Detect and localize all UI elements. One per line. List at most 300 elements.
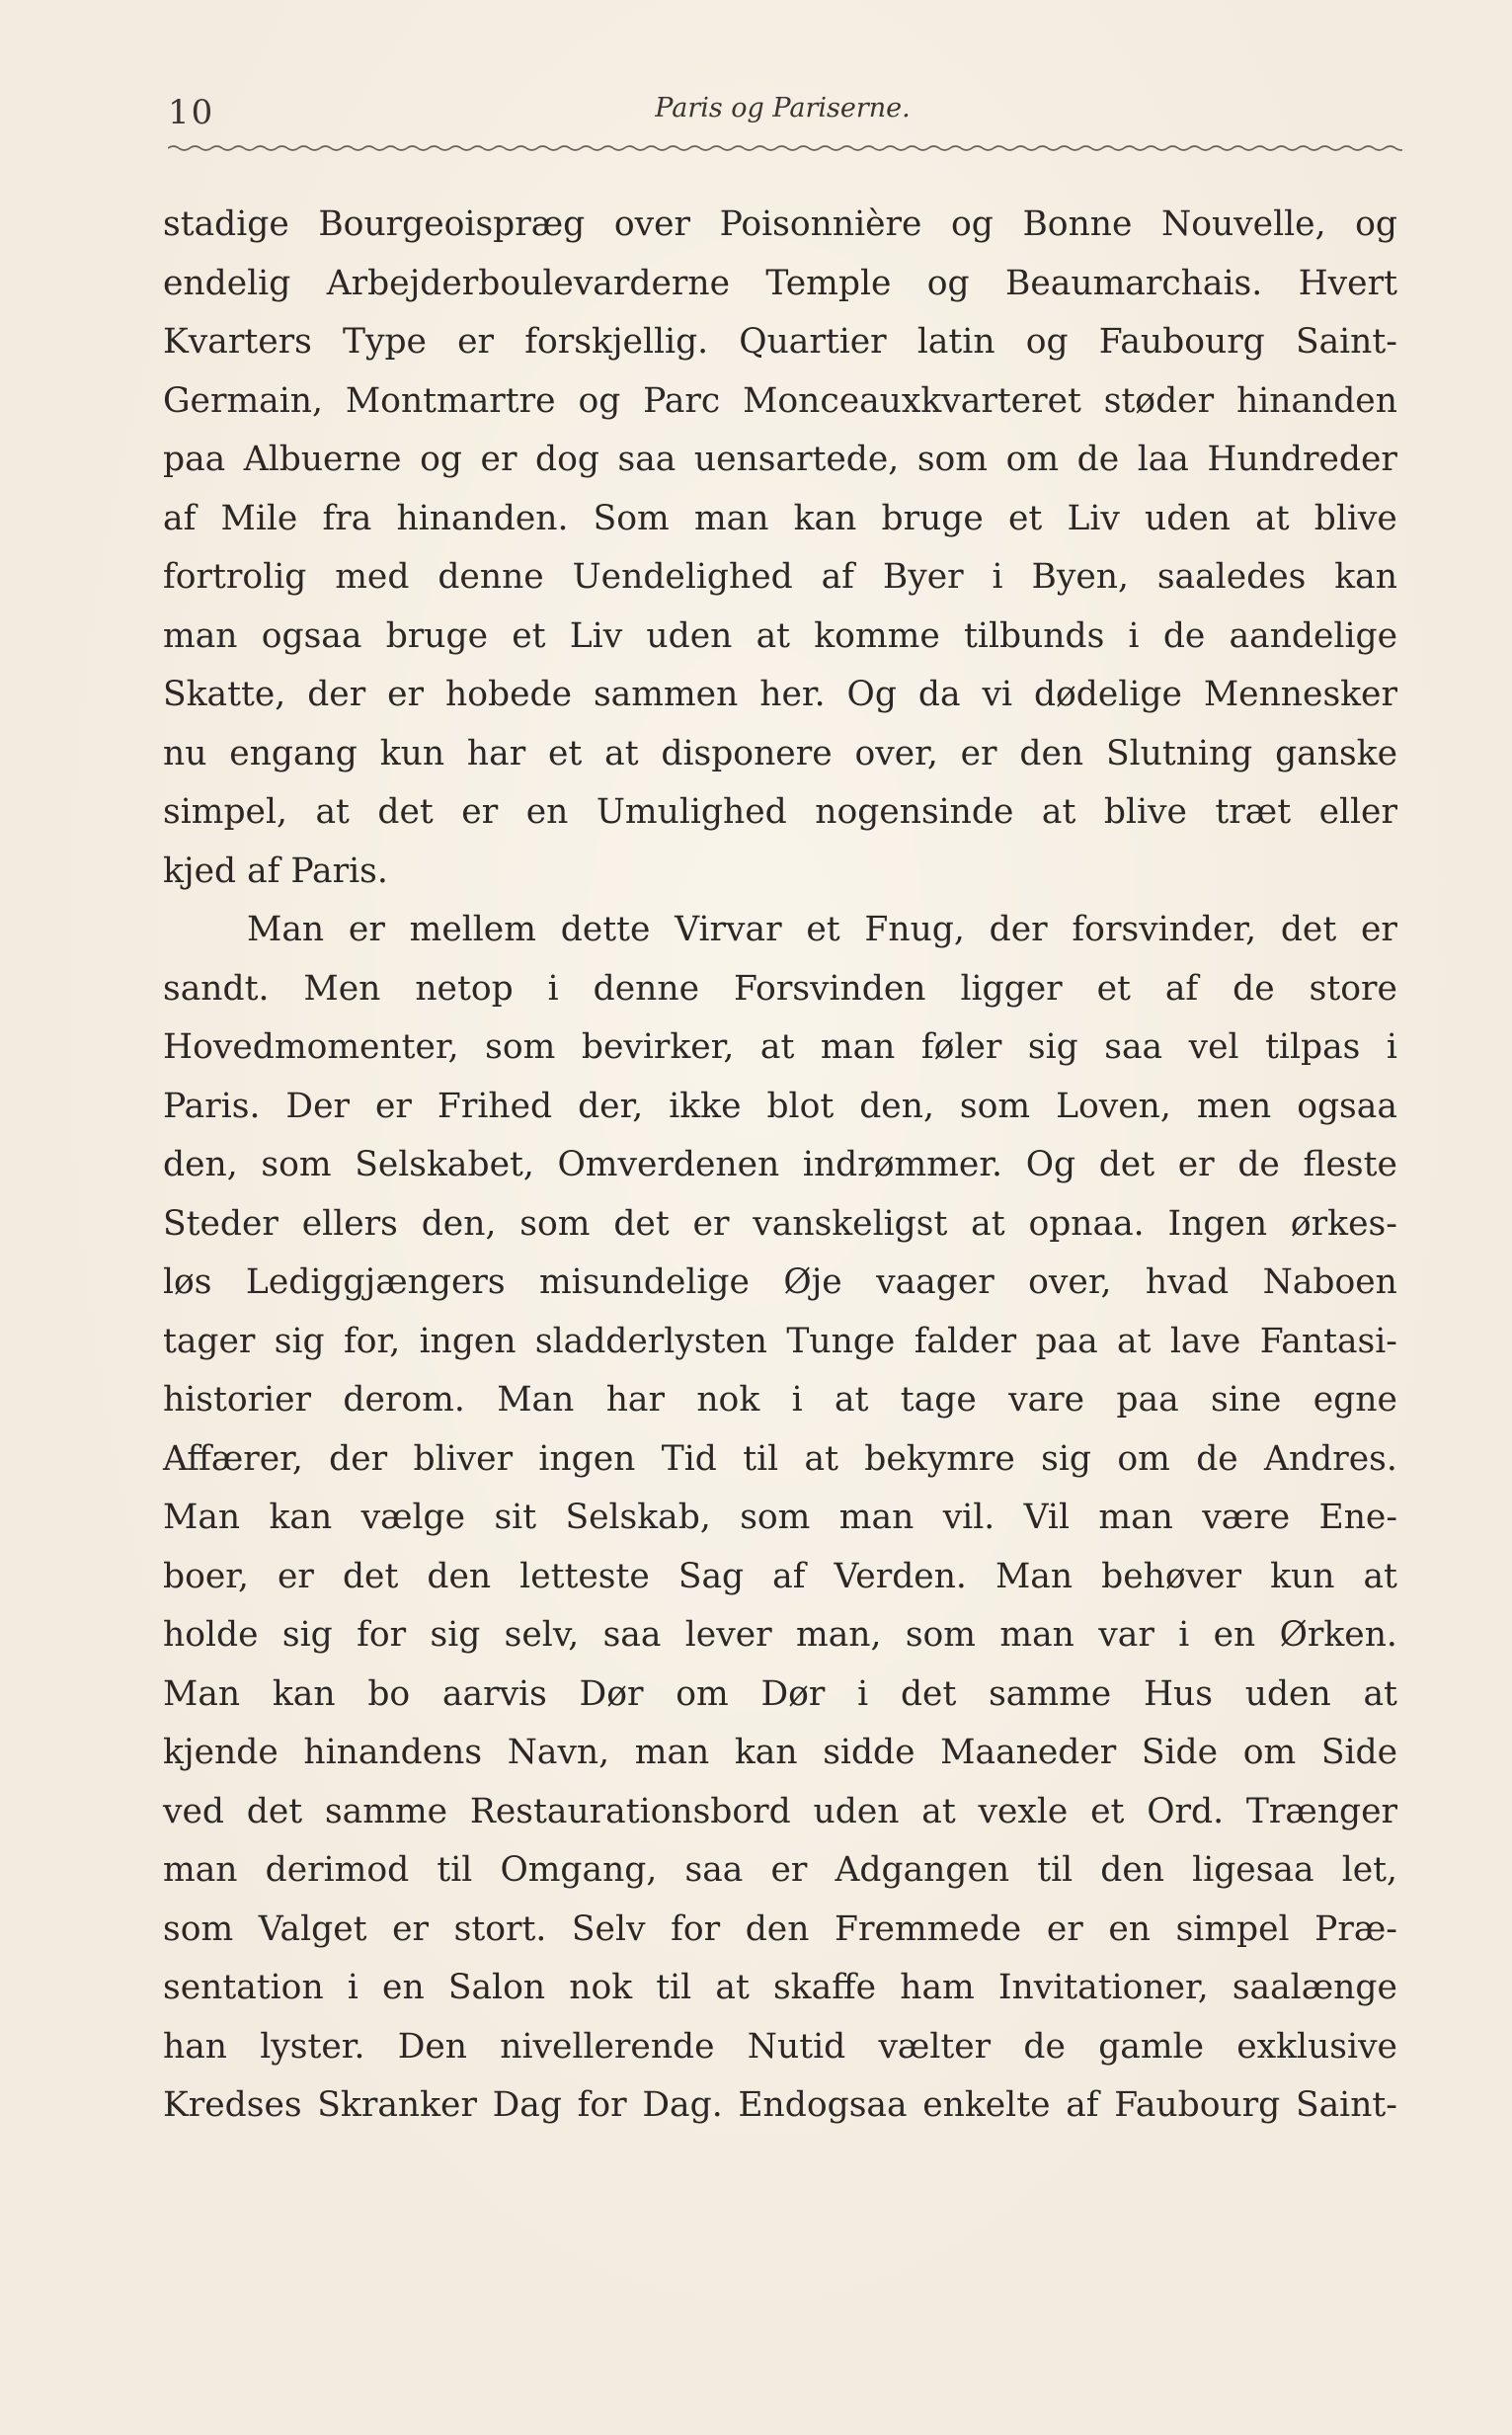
word: Saint- [1295, 322, 1397, 362]
word: den [745, 1908, 810, 1949]
word: kjende [163, 1733, 279, 1772]
word: Frihed [437, 1086, 553, 1126]
text-line [163, 1018, 1397, 1078]
text-line [163, 1841, 1397, 1901]
word: Nutid [747, 2026, 846, 2067]
text-line [163, 1783, 1397, 1842]
text-line [163, 1195, 1397, 1255]
word: i [347, 1968, 358, 2007]
word: at [604, 733, 639, 773]
word: lever [684, 1615, 772, 1655]
word: har [605, 1380, 665, 1420]
word: hinanden. [396, 498, 569, 538]
word: Hvert [1298, 263, 1397, 303]
word: tage [900, 1380, 977, 1420]
word: sandt. [163, 968, 270, 1009]
word: indrømmer. [802, 1145, 1003, 1184]
word: til [656, 1968, 692, 2007]
word: er [1046, 1908, 1083, 1949]
word: holde [163, 1615, 259, 1655]
word: Øje [783, 1262, 842, 1302]
word: denne [438, 557, 544, 597]
text-line: kjed af Paris. [163, 851, 388, 891]
word: sit [494, 1498, 537, 1537]
word: dødelige [1033, 675, 1182, 714]
word: er [278, 1556, 314, 1596]
word: Der [285, 1086, 350, 1126]
word: man, [795, 1615, 882, 1655]
text-line [163, 490, 1397, 549]
word: den [427, 1556, 492, 1596]
word: tager [163, 1321, 256, 1361]
word: saa [617, 440, 676, 479]
word: Fantasi- [1259, 1321, 1397, 1361]
word: Bourgeoispræg [318, 204, 586, 244]
word: et [512, 615, 546, 656]
word: uden [1145, 498, 1231, 538]
word: man [163, 1850, 238, 1890]
word: dog [535, 440, 599, 479]
word: vi [982, 675, 1012, 714]
word: kan [1334, 557, 1397, 597]
word: saa [602, 1615, 662, 1655]
word: som [163, 1908, 234, 1949]
word: tilpas [1265, 1027, 1361, 1067]
word: om [676, 1673, 729, 1714]
word: er [374, 1086, 412, 1126]
word: til [743, 1438, 779, 1479]
word: Germain, [163, 380, 323, 421]
text-line [163, 196, 1397, 255]
word: sig [1041, 1438, 1091, 1479]
word: som [519, 1203, 591, 1244]
word: Liv [569, 615, 623, 656]
word: man [634, 1733, 710, 1772]
word: i [1386, 1027, 1397, 1067]
word: saaledes [1156, 557, 1307, 597]
word: Ord. [1147, 1791, 1225, 1831]
word: er [457, 322, 495, 362]
word: Omgang, [500, 1850, 658, 1890]
word: som [959, 1086, 1031, 1126]
word: han [163, 2026, 228, 2067]
word: det [1098, 1145, 1155, 1184]
word: ganske [1275, 733, 1397, 773]
word: Andres. [1264, 1438, 1397, 1479]
word: Kredses [163, 2085, 302, 2125]
word: løs [163, 1262, 212, 1302]
word: Ørken. [1279, 1615, 1397, 1655]
word: Fremmede [835, 1908, 1022, 1949]
word: er [960, 733, 997, 773]
word: Trænger [1245, 1791, 1397, 1831]
word: Endogsaa [738, 2085, 908, 2125]
word: af [772, 1556, 806, 1596]
word: Dag. [642, 2085, 723, 2125]
page-number: 10 [168, 93, 215, 132]
word: dette [560, 910, 651, 949]
text-line [163, 960, 1397, 1019]
word: Hundreder [1207, 440, 1397, 479]
word: Man [995, 1556, 1074, 1596]
word: er [392, 1908, 430, 1949]
word: de [1237, 1145, 1280, 1184]
word: ligesaa [1192, 1850, 1314, 1890]
word: Selskabet, [355, 1145, 534, 1184]
word: nu [163, 733, 207, 773]
word: bruge [385, 615, 488, 656]
word: kan [269, 1498, 333, 1537]
word: sammen [593, 675, 739, 714]
word: et [548, 733, 583, 773]
word: der [329, 1438, 388, 1479]
word: at [1363, 1673, 1397, 1714]
word: bevirker, [581, 1027, 735, 1067]
word: Forsvinden [734, 968, 926, 1009]
word: Tid [661, 1438, 717, 1479]
word: over, [1028, 1262, 1112, 1302]
word: netop [415, 968, 514, 1009]
word: exklusive [1236, 2026, 1397, 2067]
word: ørkes- [1290, 1203, 1397, 1244]
word: Tunge [786, 1321, 896, 1361]
word: Quartier [739, 322, 887, 362]
word: Liv [1067, 498, 1120, 538]
word: Type [342, 322, 427, 362]
word: at [315, 792, 350, 832]
word: simpel [1175, 1908, 1290, 1949]
word: vælge [360, 1498, 466, 1537]
text-line [163, 1665, 1397, 1725]
word: Paris. [163, 1086, 261, 1126]
word: og [1355, 204, 1397, 244]
word: sine [1211, 1380, 1282, 1420]
decorative-wavy-rule [168, 138, 1402, 158]
word: for, [343, 1321, 401, 1361]
word: bruge [881, 498, 984, 538]
word: Præ- [1314, 1908, 1397, 1949]
word: blive [1103, 792, 1187, 832]
word: Adgangen [835, 1850, 1010, 1890]
word: Byen, [1031, 557, 1129, 597]
word: kan [734, 1733, 798, 1772]
word: bo [367, 1673, 411, 1714]
word: kun [379, 733, 445, 773]
word: misundelige [538, 1262, 750, 1302]
word: derom. [343, 1380, 465, 1420]
word: sentation [163, 1968, 324, 2007]
word: de [1076, 440, 1120, 479]
word: Faubourg [1098, 322, 1265, 362]
word: Montmartre [345, 380, 556, 421]
word: Hovedmomenter, [163, 1027, 459, 1067]
word: store [1309, 968, 1397, 1009]
word: vare [1008, 1380, 1085, 1420]
word: Umulighed [596, 792, 787, 832]
word: er [1177, 1145, 1215, 1184]
word: Mile [220, 498, 298, 538]
word: egne [1313, 1380, 1397, 1420]
word: at [971, 1203, 1005, 1244]
word: nogensinde [815, 792, 1014, 832]
word: da [917, 675, 961, 714]
word: hvad [1145, 1262, 1230, 1302]
word: Kvarters [163, 322, 312, 362]
word: træt [1215, 792, 1292, 832]
word: eller [1318, 792, 1397, 832]
word: om [1117, 1438, 1170, 1479]
text-line [163, 255, 1397, 314]
word: i [857, 1673, 869, 1714]
word: Steder [163, 1203, 279, 1244]
word: man [999, 1615, 1074, 1655]
word: Man [163, 1498, 241, 1537]
word: være [1202, 1498, 1291, 1537]
word: er [348, 910, 385, 949]
word: hinandens [303, 1733, 483, 1772]
text-line [163, 2018, 1397, 2077]
word: denne [593, 968, 700, 1009]
word: forsvinder, [1072, 910, 1257, 949]
word: uden [813, 1791, 900, 1831]
word: Men [303, 968, 381, 1009]
word: Albuerne [243, 440, 402, 479]
word: fleste [1303, 1145, 1397, 1184]
word: over, [854, 733, 938, 773]
text-line [163, 431, 1397, 490]
word: Ene- [1318, 1498, 1397, 1537]
text-line [163, 1606, 1397, 1665]
word: af [1066, 2085, 1099, 2125]
word: fortrolig [163, 557, 307, 597]
word: simpel, [163, 792, 287, 832]
word: fra [322, 498, 372, 538]
word: var [1098, 1615, 1154, 1655]
word: Invitationer, [997, 1968, 1209, 2007]
word: falder [914, 1321, 1017, 1361]
word: sidde [823, 1733, 915, 1772]
word: de [1233, 968, 1275, 1009]
word: Og [1025, 1145, 1076, 1184]
word: Den [397, 2026, 468, 2067]
word: som [261, 1145, 332, 1184]
word: til [1037, 1850, 1074, 1890]
word: man [1098, 1498, 1173, 1537]
word: behøver [1101, 1556, 1242, 1596]
word: Naboen [1262, 1262, 1397, 1302]
word: sig [281, 1615, 333, 1655]
text-line [163, 1901, 1397, 1960]
word: er [770, 1850, 808, 1890]
text-line [163, 1430, 1397, 1490]
word: boer, [163, 1556, 249, 1596]
word: det [246, 1791, 303, 1831]
word: Side [1320, 1733, 1397, 1772]
word: er [461, 792, 499, 832]
word: laa [1137, 440, 1189, 479]
text-line [163, 608, 1397, 667]
word: stort. [453, 1908, 547, 1949]
word: Temple [765, 263, 892, 303]
word: at [1041, 792, 1076, 832]
word: hobede [445, 675, 573, 714]
word: opnaa. [1028, 1203, 1145, 1244]
word: Ingen [1167, 1203, 1268, 1244]
word: den, [859, 1086, 934, 1126]
word: derimod [265, 1850, 410, 1890]
word: de [1196, 1438, 1238, 1479]
word: det [613, 1203, 670, 1244]
word: lave [1169, 1321, 1241, 1361]
word: let, [1341, 1850, 1397, 1890]
word: paa [163, 440, 226, 479]
word: Virvar [675, 910, 782, 949]
text-line [163, 2076, 1397, 2136]
word: at [804, 1438, 838, 1479]
word: selv, [504, 1615, 580, 1655]
word: en [382, 1968, 425, 2007]
word: nok [569, 1968, 633, 2007]
word: ikke [669, 1086, 742, 1126]
word: bliver [413, 1438, 514, 1479]
text-line [163, 313, 1397, 372]
word: om [1242, 1733, 1297, 1772]
word: til [437, 1850, 473, 1890]
word: at [1255, 498, 1290, 538]
word: paa [1116, 1380, 1179, 1420]
word: saa [1104, 1027, 1163, 1067]
word: den [1100, 1850, 1165, 1890]
word: ingen [538, 1438, 636, 1479]
word: og [578, 380, 621, 421]
word: at [1363, 1556, 1397, 1596]
word: Beaumarchais. [1005, 263, 1263, 303]
text-line [163, 1548, 1397, 1607]
word: i [547, 968, 559, 1009]
text-line [163, 1313, 1397, 1372]
word: uden [1244, 1673, 1331, 1714]
word: aandelige [1229, 615, 1397, 656]
word: at [756, 615, 791, 656]
word: Dør [579, 1673, 644, 1714]
word: vaager [876, 1262, 995, 1302]
word: Dag [492, 2085, 562, 2125]
word: ellers [301, 1203, 398, 1244]
word: bekymre [864, 1438, 1015, 1479]
word: den [1019, 733, 1084, 773]
word: har [466, 733, 526, 773]
word: i [791, 1380, 803, 1420]
text-line [163, 1371, 1397, 1430]
word: Dør [760, 1673, 826, 1714]
word: vil. [942, 1498, 995, 1537]
word: historier [163, 1380, 312, 1420]
word: det [342, 1556, 399, 1596]
word: man [693, 498, 769, 538]
text-line [163, 666, 1397, 725]
word: der, [578, 1086, 644, 1126]
word: samme [324, 1791, 448, 1831]
body-text [163, 196, 1397, 2136]
word: Valget [258, 1908, 367, 1949]
word: et [806, 910, 840, 949]
word: Monceauxkvarteret [743, 380, 1081, 421]
word: gamle [1098, 2026, 1205, 2067]
word: de [1162, 615, 1206, 656]
text-line [163, 1489, 1397, 1548]
word: enkelte [922, 2085, 1051, 2125]
word: forskjellig. [524, 322, 709, 362]
word: vel [1188, 1027, 1239, 1067]
word: der [989, 910, 1048, 949]
word: for [357, 1615, 407, 1655]
word: som [916, 440, 989, 479]
word: Selv [571, 1908, 646, 1949]
word: latin [916, 322, 995, 362]
word: saalænge [1232, 1968, 1397, 2007]
word: sig [274, 1321, 325, 1361]
word: det [1280, 910, 1337, 949]
text-line [163, 1136, 1397, 1195]
word: Uendelighed [572, 557, 793, 597]
word: paa [1035, 1321, 1098, 1361]
word: uden [646, 615, 733, 656]
word: et [1007, 498, 1043, 538]
text-line [163, 1254, 1397, 1313]
word: tilbunds [964, 615, 1105, 656]
word: vanskeligst [753, 1203, 948, 1244]
word: at [759, 1027, 795, 1067]
word: Poisonnière [719, 204, 922, 244]
word: en [525, 792, 569, 832]
word: Verden. [834, 1556, 967, 1596]
word: Som [593, 498, 670, 538]
word: Salon [447, 1968, 546, 2007]
word: Man [163, 1673, 241, 1714]
word: Vil [1023, 1498, 1070, 1537]
word: ingen [419, 1321, 517, 1361]
word: den, [163, 1145, 238, 1184]
word: letteste [519, 1556, 650, 1596]
word: det [900, 1673, 957, 1714]
word: endelig [163, 263, 291, 303]
word: Sag [677, 1556, 745, 1596]
word: med [335, 557, 410, 597]
word: i [992, 557, 1003, 597]
word: der [307, 675, 366, 714]
text-line [163, 1078, 1397, 1137]
word: Selskab, [565, 1498, 711, 1537]
word: komme [814, 615, 940, 656]
word: et [1096, 968, 1131, 1009]
word: at [835, 1380, 869, 1420]
word: over [613, 204, 690, 244]
word: og [951, 204, 994, 244]
word: sladderlysten [534, 1321, 768, 1361]
text-line [163, 372, 1397, 432]
word: stadige [163, 204, 289, 244]
word: engang [229, 733, 358, 773]
word: den, [421, 1203, 497, 1244]
word: disponere [661, 733, 833, 773]
word: Saint- [1295, 2085, 1397, 2125]
word: Side [1141, 1733, 1219, 1772]
word: Loven, [1056, 1086, 1171, 1126]
word: Bonne [1022, 204, 1133, 244]
word: sig [430, 1615, 481, 1655]
word: i [1178, 1615, 1190, 1655]
word: Lediggjængers [245, 1262, 506, 1302]
